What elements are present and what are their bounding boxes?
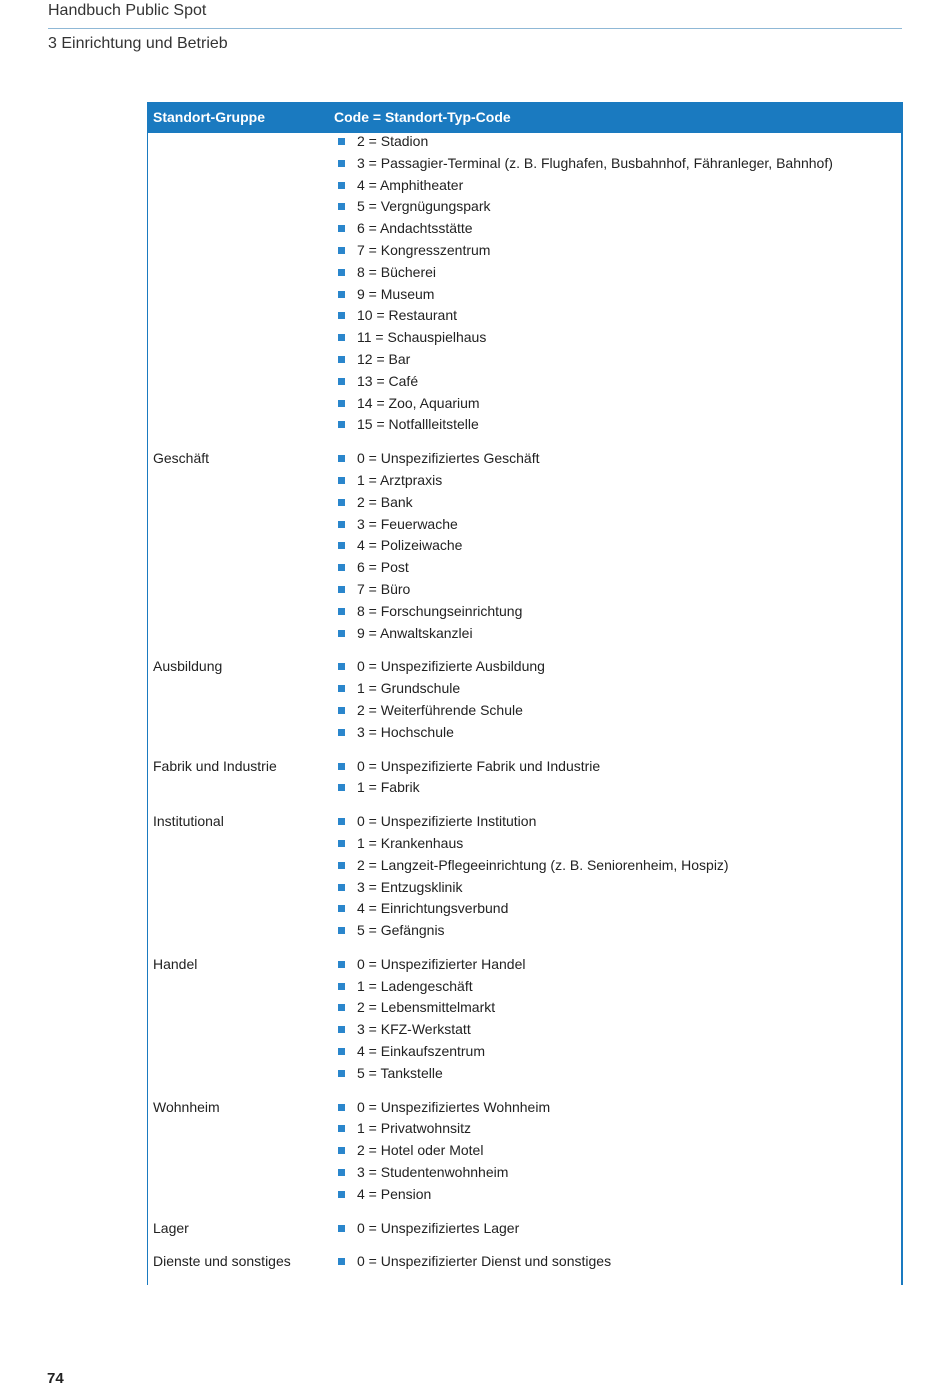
- code-entry: 0 = Unspezifizierter Handel: [357, 955, 526, 972]
- square-bullet-icon: [338, 586, 345, 593]
- list-item: [338, 997, 903, 1019]
- list-item: [338, 1041, 903, 1063]
- square-bullet-icon: [338, 1191, 345, 1198]
- code-entry: 4 = Amphitheater: [357, 176, 464, 193]
- square-bullet-icon: [338, 312, 345, 319]
- group-name: Wohnheim: [153, 1098, 220, 1115]
- list-item: [338, 920, 903, 942]
- table-row: [147, 131, 903, 436]
- code-entry: 2 = Langzeit-Pflegeeinrichtung (z. B. Seniorenheim, Hospiz): [357, 856, 729, 873]
- list-item: [338, 371, 903, 393]
- list-item: [338, 976, 903, 998]
- square-bullet-icon: [338, 983, 345, 990]
- square-bullet-icon: [338, 707, 345, 714]
- code-entry: 14 = Zoo, Aquarium: [357, 394, 480, 411]
- table-row: [147, 954, 903, 1085]
- table-row: [147, 1097, 903, 1206]
- square-bullet-icon: [338, 291, 345, 298]
- list-item: [338, 1251, 903, 1273]
- code-entry: 9 = Museum: [357, 285, 435, 302]
- code-entry: 9 = Anwaltskanzlei: [357, 624, 473, 641]
- list-item: [338, 954, 903, 976]
- column-header-group: Standort-Gruppe: [153, 109, 265, 125]
- square-bullet-icon: [338, 1104, 345, 1111]
- square-bullet-icon: [338, 203, 345, 210]
- list-item: [338, 898, 903, 920]
- square-bullet-icon: [338, 477, 345, 484]
- group-name: Fabrik und Industrie: [153, 757, 277, 774]
- list-item: [338, 218, 903, 240]
- list-item: [338, 678, 903, 700]
- table-row: [147, 656, 903, 743]
- list-item: [338, 656, 903, 678]
- group-name: Handel: [153, 955, 198, 972]
- list-item: [338, 855, 903, 877]
- square-bullet-icon: [338, 564, 345, 571]
- code-entry: 0 = Unspezifizierte Fabrik und Industrie: [357, 757, 601, 774]
- list-item: [338, 877, 903, 899]
- group-name: Geschäft: [153, 450, 210, 467]
- header-divider: [48, 28, 902, 29]
- code-entry: 0 = Unspezifizierte Ausbildung: [357, 658, 545, 675]
- square-bullet-icon: [338, 763, 345, 770]
- code-entry: 8 = Forschungseinrichtung: [357, 602, 523, 619]
- code-entry: 3 = Studentenwohnheim: [357, 1164, 509, 1181]
- square-bullet-icon: [338, 356, 345, 363]
- list-item: [338, 601, 903, 623]
- code-entry: 7 = Kongresszentrum: [357, 241, 491, 258]
- code-entry: 5 = Vergnügungspark: [357, 198, 491, 215]
- square-bullet-icon: [338, 1147, 345, 1154]
- square-bullet-icon: [338, 818, 345, 825]
- code-list: [338, 1097, 903, 1206]
- running-header-chapter: 3 Einrichtung und Betrieb: [48, 35, 228, 52]
- code-entry: 3 = KFZ-Werkstatt: [357, 1021, 471, 1038]
- group-name: Dienste und sonstiges: [153, 1253, 291, 1270]
- list-item: [338, 1140, 903, 1162]
- list-item: [338, 833, 903, 855]
- table-row: [147, 811, 903, 942]
- page-number: 74: [47, 1370, 64, 1387]
- square-bullet-icon: [338, 378, 345, 385]
- list-item: [338, 305, 903, 327]
- square-bullet-icon: [338, 1125, 345, 1132]
- code-entry: 2 = Weiterführende Schule: [357, 701, 523, 718]
- table-header-row: [147, 102, 903, 133]
- list-item: [338, 1019, 903, 1041]
- code-entry: 4 = Polizeiwache: [357, 537, 463, 554]
- code-entry: 6 = Post: [357, 559, 409, 576]
- code-entry: 5 = Tankstelle: [357, 1064, 443, 1081]
- code-entry: 1 = Grundschule: [357, 680, 461, 697]
- square-bullet-icon: [338, 499, 345, 506]
- square-bullet-icon: [338, 663, 345, 670]
- table-row: [147, 1218, 903, 1240]
- list-item: [338, 393, 903, 415]
- list-item: [338, 1162, 903, 1184]
- list-item: [338, 1063, 903, 1085]
- code-list: [338, 656, 903, 743]
- square-bullet-icon: [338, 1026, 345, 1033]
- square-bullet-icon: [338, 961, 345, 968]
- list-item: [338, 1218, 903, 1240]
- square-bullet-icon: [338, 225, 345, 232]
- list-item: [338, 535, 903, 557]
- code-entry: 3 = Entzugsklinik: [357, 878, 463, 895]
- square-bullet-icon: [338, 905, 345, 912]
- column-header-code: Code = Standort-Typ-Code: [334, 109, 511, 125]
- code-entry: 6 = Andachtsstätte: [357, 220, 473, 237]
- list-item: [338, 579, 903, 601]
- list-item: [338, 349, 903, 371]
- code-list: [338, 1251, 903, 1273]
- list-item: [338, 448, 903, 470]
- square-bullet-icon: [338, 247, 345, 254]
- list-item: [338, 1184, 903, 1206]
- code-entry: 4 = Einrichtungsverbund: [357, 900, 509, 917]
- code-entry: 0 = Unspezifiziertes Wohnheim: [357, 1098, 551, 1115]
- list-item: [338, 327, 903, 349]
- list-item: [338, 777, 903, 799]
- code-entry: 10 = Restaurant: [357, 307, 458, 324]
- code-entry: 15 = Notfallleitstelle: [357, 416, 479, 433]
- location-type-table: [147, 102, 903, 1285]
- code-entry: 11 = Schauspielhaus: [357, 329, 487, 346]
- square-bullet-icon: [338, 927, 345, 934]
- group-name: Institutional: [153, 813, 224, 830]
- list-item: [338, 470, 903, 492]
- square-bullet-icon: [338, 400, 345, 407]
- code-entry: 8 = Bücherei: [357, 263, 436, 280]
- list-item: [338, 153, 903, 175]
- code-entry: 1 = Krankenhaus: [357, 834, 464, 851]
- square-bullet-icon: [338, 269, 345, 276]
- square-bullet-icon: [338, 630, 345, 637]
- code-entry: 1 = Arztpraxis: [357, 471, 443, 488]
- list-item: [338, 1118, 903, 1140]
- list-item: [338, 1097, 903, 1119]
- list-item: [338, 131, 903, 153]
- square-bullet-icon: [338, 182, 345, 189]
- square-bullet-icon: [338, 1225, 345, 1232]
- square-bullet-icon: [338, 160, 345, 167]
- code-entry: 0 = Unspezifizierte Institution: [357, 813, 537, 830]
- code-entry: 3 = Feuerwache: [357, 515, 458, 532]
- square-bullet-icon: [338, 685, 345, 692]
- code-entry: 0 = Unspezifizierter Dienst und sonstiges: [357, 1253, 612, 1270]
- square-bullet-icon: [338, 1070, 345, 1077]
- code-entry: 2 = Hotel oder Motel: [357, 1142, 484, 1159]
- list-item: [338, 811, 903, 833]
- code-entry: 2 = Stadion: [357, 133, 429, 149]
- code-list: [338, 1218, 903, 1240]
- code-entry: 4 = Pension: [357, 1185, 432, 1202]
- group-name: Ausbildung: [153, 658, 223, 675]
- code-entry: 2 = Bank: [357, 493, 413, 510]
- code-list: [338, 756, 903, 800]
- list-item: [338, 700, 903, 722]
- code-entry: 13 = Café: [357, 372, 419, 389]
- square-bullet-icon: [338, 421, 345, 428]
- list-item: [338, 623, 903, 645]
- code-entry: 3 = Passagier-Terminal (z. B. Flughafen, Busbahnhof, Fähranleger, Bahnhof): [357, 154, 833, 171]
- list-item: [338, 557, 903, 579]
- table-row: [147, 448, 903, 644]
- square-bullet-icon: [338, 840, 345, 847]
- square-bullet-icon: [338, 729, 345, 736]
- list-item: [338, 492, 903, 514]
- list-item: [338, 196, 903, 218]
- group-name: Lager: [153, 1219, 189, 1236]
- running-header-title: Handbuch Public Spot: [48, 2, 207, 19]
- table-row: [147, 1251, 903, 1273]
- square-bullet-icon: [338, 1169, 345, 1176]
- code-entry: 0 = Unspezifiziertes Geschäft: [357, 450, 540, 467]
- list-item: [338, 514, 903, 536]
- square-bullet-icon: [338, 862, 345, 869]
- square-bullet-icon: [338, 334, 345, 341]
- square-bullet-icon: [338, 784, 345, 791]
- list-item: [338, 414, 903, 436]
- square-bullet-icon: [338, 1048, 345, 1055]
- code-list: [338, 131, 903, 436]
- code-entry: 2 = Lebensmittelmarkt: [357, 999, 496, 1016]
- code-list: [338, 954, 903, 1085]
- list-item: [338, 722, 903, 744]
- code-list: [338, 448, 903, 644]
- code-entry: 1 = Privatwohnsitz: [357, 1120, 471, 1137]
- square-bullet-icon: [338, 138, 345, 145]
- square-bullet-icon: [338, 1258, 345, 1265]
- list-item: [338, 262, 903, 284]
- square-bullet-icon: [338, 542, 345, 549]
- square-bullet-icon: [338, 455, 345, 462]
- square-bullet-icon: [338, 884, 345, 891]
- square-bullet-icon: [338, 521, 345, 528]
- list-item: [338, 756, 903, 778]
- list-item: [338, 175, 903, 197]
- code-list: [338, 811, 903, 942]
- table-row: [147, 756, 903, 800]
- square-bullet-icon: [338, 608, 345, 615]
- square-bullet-icon: [338, 1004, 345, 1011]
- code-entry: 1 = Ladengeschäft: [357, 977, 473, 994]
- list-item: [338, 240, 903, 262]
- code-entry: 0 = Unspezifiziertes Lager: [357, 1219, 520, 1236]
- code-entry: 5 = Gefängnis: [357, 922, 445, 939]
- code-entry: 4 = Einkaufszentrum: [357, 1043, 486, 1060]
- table-body: [147, 131, 903, 1273]
- code-entry: 1 = Fabrik: [357, 779, 420, 796]
- list-item: [338, 284, 903, 306]
- code-entry: 7 = Büro: [357, 580, 411, 597]
- code-entry: 12 = Bar: [357, 350, 411, 367]
- code-entry: 3 = Hochschule: [357, 723, 454, 740]
